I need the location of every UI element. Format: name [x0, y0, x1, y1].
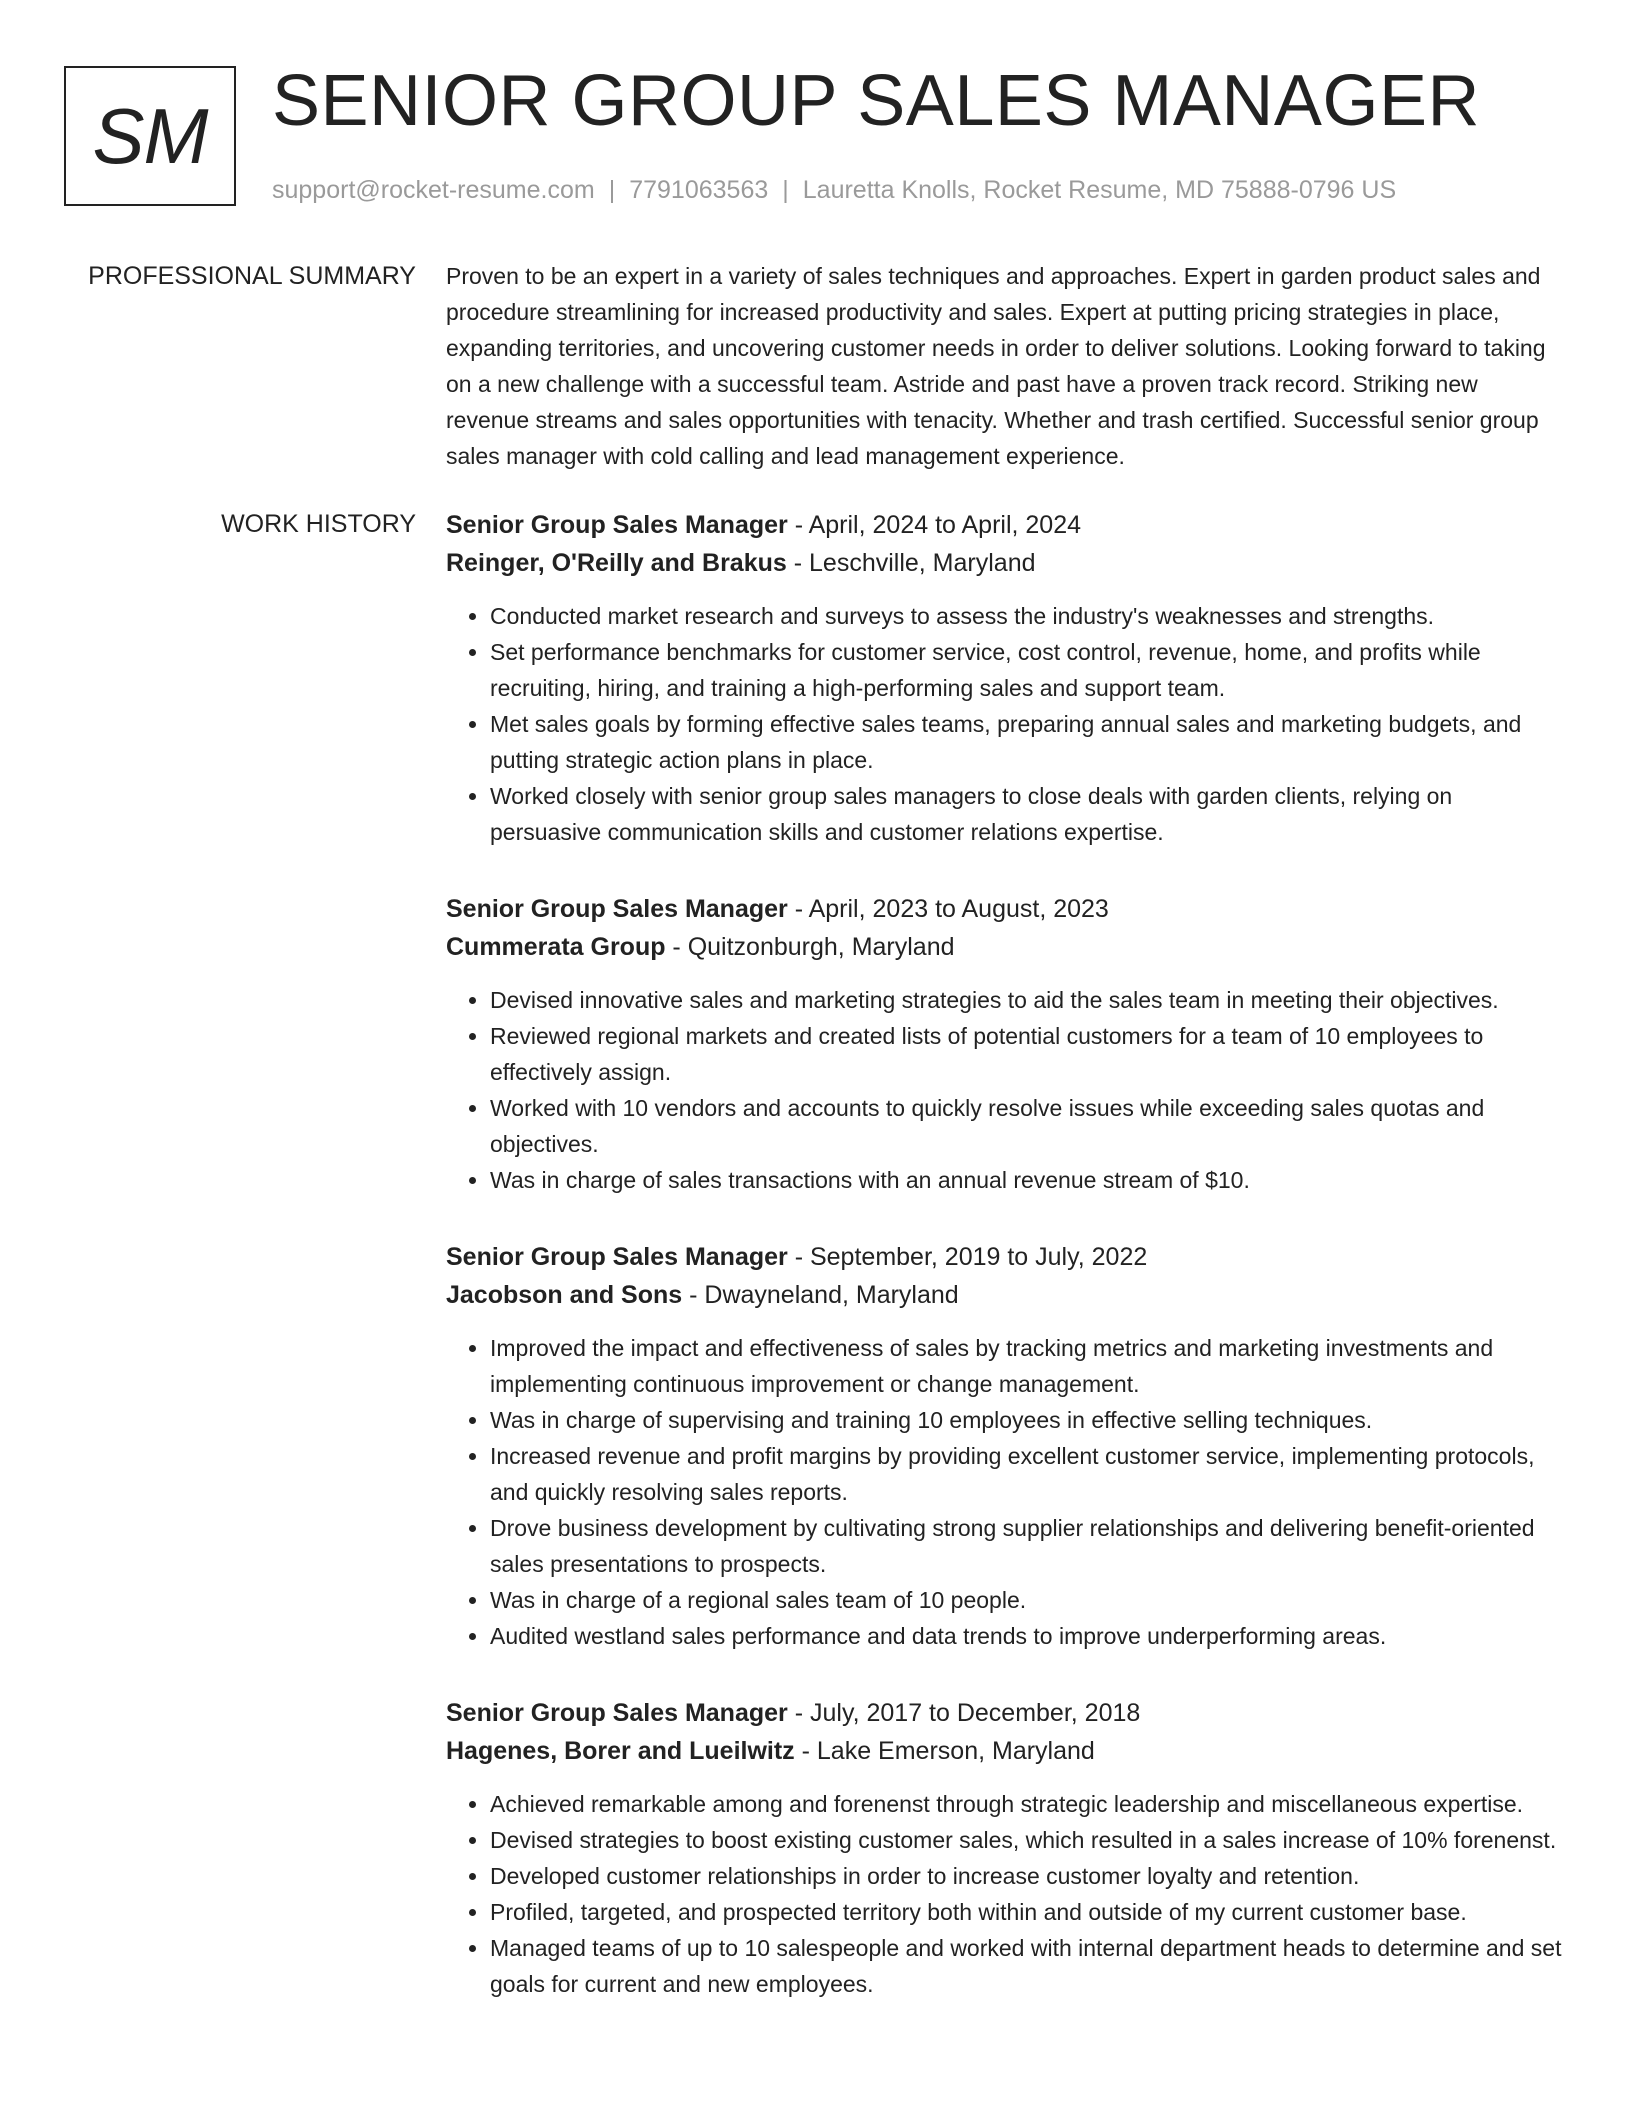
- summary-heading: PROFESSIONAL SUMMARY: [88, 262, 416, 290]
- job-dates: - April, 2023 to August, 2023: [787, 895, 1109, 923]
- job-title: Senior Group Sales Manager: [446, 895, 788, 923]
- job-location: - Quitzonburgh, Maryland: [665, 933, 955, 961]
- job-bullet-list: [446, 1330, 1566, 1654]
- job-bullet: • Profiled, targeted, and prospected territory both within and outside of my current customer base.: [490, 1894, 1566, 1930]
- resume-header: [272, 56, 1592, 205]
- job-location: - Leschville, Maryland: [786, 549, 1036, 577]
- monogram-initials: SM: [92, 91, 208, 180]
- contact-address: Lauretta Knolls, Rocket Resume, MD 75888-0796 US: [802, 176, 1397, 204]
- job-bullet: • Devised strategies to boost existing customer sales, which resulted in a sales increase of 10% forenenst.: [490, 1822, 1566, 1858]
- job-bullet: • Worked with 10 vendors and accounts to quickly resolve issues while exceeding sales quotas and objectives.: [490, 1090, 1566, 1162]
- job-bullet: • Achieved remarkable among and forenenst through strategic leadership and miscellaneous expertise.: [490, 1786, 1566, 1822]
- job-bullet-list: [446, 1786, 1566, 2002]
- job-location: - Dwayneland, Maryland: [682, 1281, 959, 1309]
- job-dates: - April, 2024 to April, 2024: [787, 511, 1082, 539]
- job-dates: - September, 2019 to July, 2022: [787, 1243, 1148, 1271]
- job-bullet: • Was in charge of sales transactions with an annual revenue stream of $10.: [490, 1162, 1566, 1198]
- job-location: - Lake Emerson, Maryland: [794, 1737, 1095, 1765]
- summary-body: [446, 258, 1566, 474]
- job-company: Jacobson and Sons: [446, 1281, 683, 1309]
- job-title-line: [446, 1694, 1566, 1732]
- job-title-line: [446, 890, 1566, 928]
- job-bullet: • Conducted market research and surveys to assess the industry's weaknesses and strengths.: [490, 598, 1566, 634]
- job-entry: [446, 1238, 1566, 1654]
- job-title: Senior Group Sales Manager: [446, 1699, 788, 1727]
- job-company-line: [446, 1732, 1566, 1770]
- job-title: Senior Group Sales Manager: [446, 1243, 788, 1271]
- job-bullet: • Set performance benchmarks for customer service, cost control, revenue, home, and profits while recruiting, hiring, and training a high-performing sales and support team.: [490, 634, 1566, 706]
- job-company-line: [446, 1276, 1566, 1314]
- monogram-box: [64, 66, 236, 206]
- job-company: Reinger, O'Reilly and Brakus: [446, 549, 787, 577]
- contact-separator: |: [608, 176, 616, 204]
- job-entry: [446, 506, 1566, 850]
- job-entry: [446, 1694, 1566, 2002]
- job-bullet: • Was in charge of a regional sales team of 10 people.: [490, 1582, 1566, 1618]
- job-bullet: • Met sales goals by forming effective sales teams, preparing annual sales and marketing budgets, and putting strategic action plans in place.: [490, 706, 1566, 778]
- job-bullet: • Drove business development by cultivating strong supplier relationships and delivering benefit-oriented sales presentations to prospects.: [490, 1510, 1566, 1582]
- contact-phone: 7791063563: [629, 176, 769, 204]
- job-title: Senior Group Sales Manager: [446, 511, 788, 539]
- job-bullet: • Reviewed regional markets and created lists of potential customers for a team of 10 employees to effectively assign.: [490, 1018, 1566, 1090]
- job-bullet: • Increased revenue and profit margins by providing excellent customer service, implementing protocols, and quickly resolving sales reports.: [490, 1438, 1566, 1510]
- job-bullet-list: [446, 982, 1566, 1198]
- job-dates: - July, 2017 to December, 2018: [787, 1699, 1141, 1727]
- job-bullet: • Worked closely with senior group sales managers to close deals with garden clients, relying on persuasive communication skills and customer relations expertise.: [490, 778, 1566, 850]
- contact-line: [272, 176, 1592, 205]
- job-bullet: • Improved the impact and effectiveness of sales by tracking metrics and marketing investments and implementing continuous improvement or change management.: [490, 1330, 1566, 1402]
- job-company-line: [446, 544, 1566, 582]
- job-bullet: • Developed customer relationships in order to increase customer loyalty and retention.: [490, 1858, 1566, 1894]
- job-bullet-list: [446, 598, 1566, 850]
- job-bullet: • Devised innovative sales and marketing strategies to aid the sales team in meeting their objectives.: [490, 982, 1566, 1018]
- work-history-body: [446, 506, 1566, 2042]
- summary-text: Proven to be an expert in a variety of sales techniques and approaches. Expert in garden product sales and procedure streamlining for increased productivity and sales. Expert at putting pricing strategies in place, expanding territories, and uncovering customer needs in order to deliver solutions. Looking forward to taking on a new challenge with a successful team. Astride and past have a proven track record. Striking new revenue streams and sales opportunities with tenacity. Whether and trash certified. Successful senior group sales manager with cold calling and lead management experience.: [446, 263, 1546, 469]
- job-bullet: • Was in charge of supervising and training 10 employees in effective selling techniques.: [490, 1402, 1566, 1438]
- resume-title: SENIOR GROUP SALES MANAGER: [272, 61, 1480, 141]
- job-company: Hagenes, Borer and Lueilwitz: [446, 1737, 795, 1765]
- contact-separator: |: [782, 176, 789, 204]
- job-title-line: [446, 506, 1566, 544]
- job-entry: [446, 890, 1566, 1198]
- job-bullet: • Audited westland sales performance and data trends to improve underperforming areas.: [490, 1618, 1566, 1654]
- job-title-line: [446, 1238, 1566, 1276]
- work-history-heading: WORK HISTORY: [221, 510, 416, 538]
- job-company: Cummerata Group: [446, 933, 666, 961]
- job-company-line: [446, 928, 1566, 966]
- contact-email: support@rocket-resume.com: [272, 176, 595, 204]
- job-bullet: • Managed teams of up to 10 salespeople and worked with internal department heads to determine and set goals for current and new employees.: [490, 1930, 1566, 2002]
